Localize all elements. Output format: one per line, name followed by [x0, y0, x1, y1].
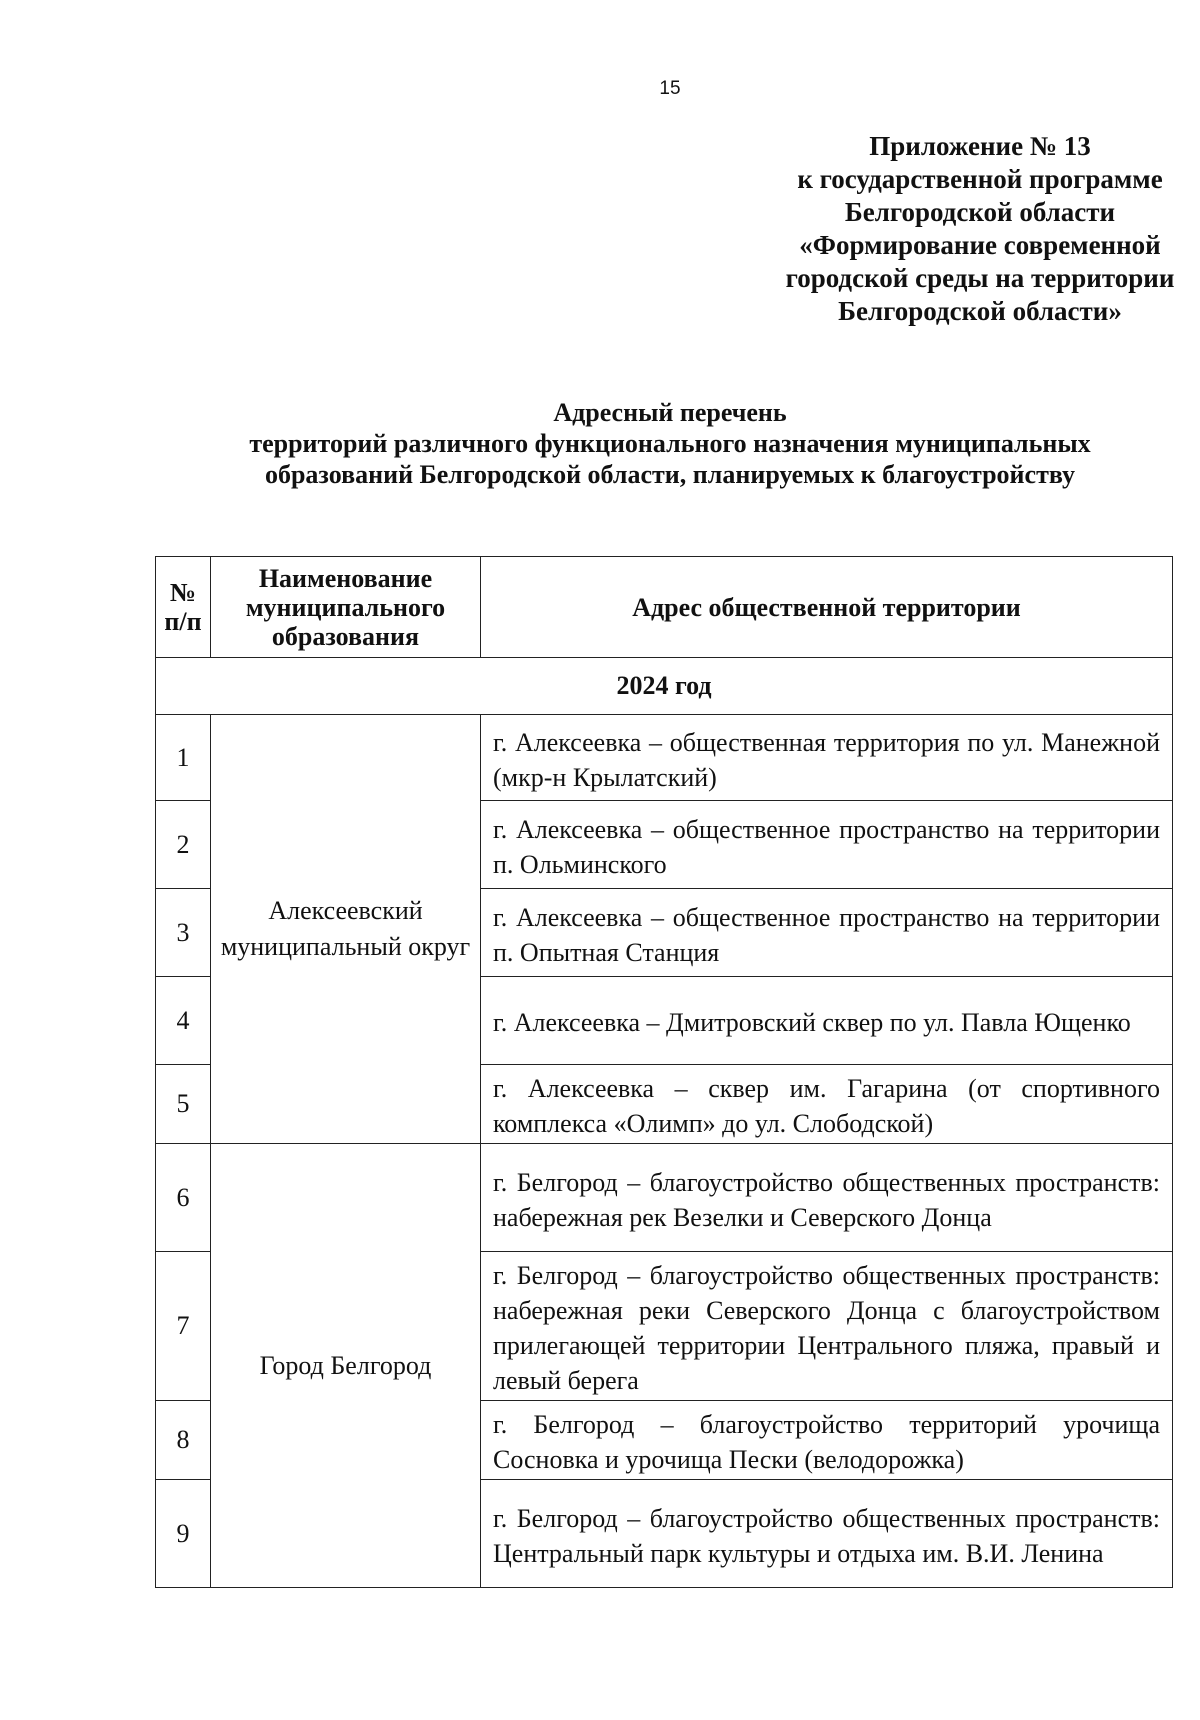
municipality-cell: Город Белгород	[211, 1144, 481, 1588]
address-cell: г. Белгород – благоустройство общественных пространств: набережная реки Северского Донца с благоустройством прилегающей территории Центрального пляжа, правый и левый берега	[481, 1252, 1173, 1401]
row-number: 5	[156, 1065, 211, 1144]
address-cell: г. Белгород – благоустройство территорий урочища Сосновка и урочища Пески (велодорожка)	[481, 1401, 1173, 1480]
row-number: 9	[156, 1480, 211, 1588]
address-table	[155, 556, 1173, 1588]
address-cell: г. Алексеевка – общественное пространство на территории п. Ольминского	[481, 801, 1173, 889]
row-number: 8	[156, 1401, 211, 1480]
row-number: 2	[156, 801, 211, 889]
municipality-cell: Алексеевский муниципальный округ	[211, 715, 481, 1144]
row-number: 4	[156, 977, 211, 1065]
header-number: № п/п	[156, 557, 211, 658]
row-number: 3	[156, 889, 211, 977]
address-cell: г. Алексеевка – общественная территория по ул. Манежной (мкр-н Крылатский)	[481, 715, 1173, 801]
table-header-row	[156, 557, 1173, 658]
row-number: 1	[156, 715, 211, 801]
address-cell: г. Белгород – благоустройство общественных пространств: Центральный парк культуры и отдыха им. В.И. Ленина	[481, 1480, 1173, 1588]
row-number: 6	[156, 1144, 211, 1252]
document-title	[160, 397, 1180, 490]
table-row	[156, 715, 1173, 801]
address-cell: г. Алексеевка – общественное пространство на территории п. Опытная Станция	[481, 889, 1173, 977]
year-row	[156, 658, 1173, 715]
row-number: 7	[156, 1252, 211, 1401]
appendix-block	[700, 130, 1200, 328]
appendix-line: Приложение № 13	[869, 131, 1091, 161]
appendix-line: к государственной программе	[797, 164, 1163, 194]
appendix-line: Белгородской области	[844, 197, 1116, 227]
appendix-line: Белгородской области»	[838, 296, 1122, 326]
title-line: образований Белгородской области, планируемых к благоустройству	[264, 460, 1076, 489]
page-number: 15	[659, 78, 681, 99]
title-line: Адресный перечень	[553, 398, 787, 427]
table-row	[156, 1144, 1173, 1252]
title-line: территорий различного функционального назначения муниципальных	[249, 429, 1091, 458]
appendix-line: «Формирование современной	[799, 230, 1161, 260]
address-cell: г. Алексеевка – Дмитровский сквер по ул. Павла Ющенко	[481, 977, 1173, 1065]
appendix-line: городской среды на территории	[785, 263, 1175, 293]
header-municipality: Наименование муниципального образования	[211, 557, 481, 658]
header-address: Адрес общественной территории	[481, 557, 1173, 658]
address-cell: г. Белгород – благоустройство общественных пространств: набережная рек Везелки и Северского Донца	[481, 1144, 1173, 1252]
year-label: 2024 год	[156, 658, 1173, 715]
address-cell: г. Алексеевка – сквер им. Гагарина (от спортивного комплекса «Олимп» до ул. Слободской)	[481, 1065, 1173, 1144]
